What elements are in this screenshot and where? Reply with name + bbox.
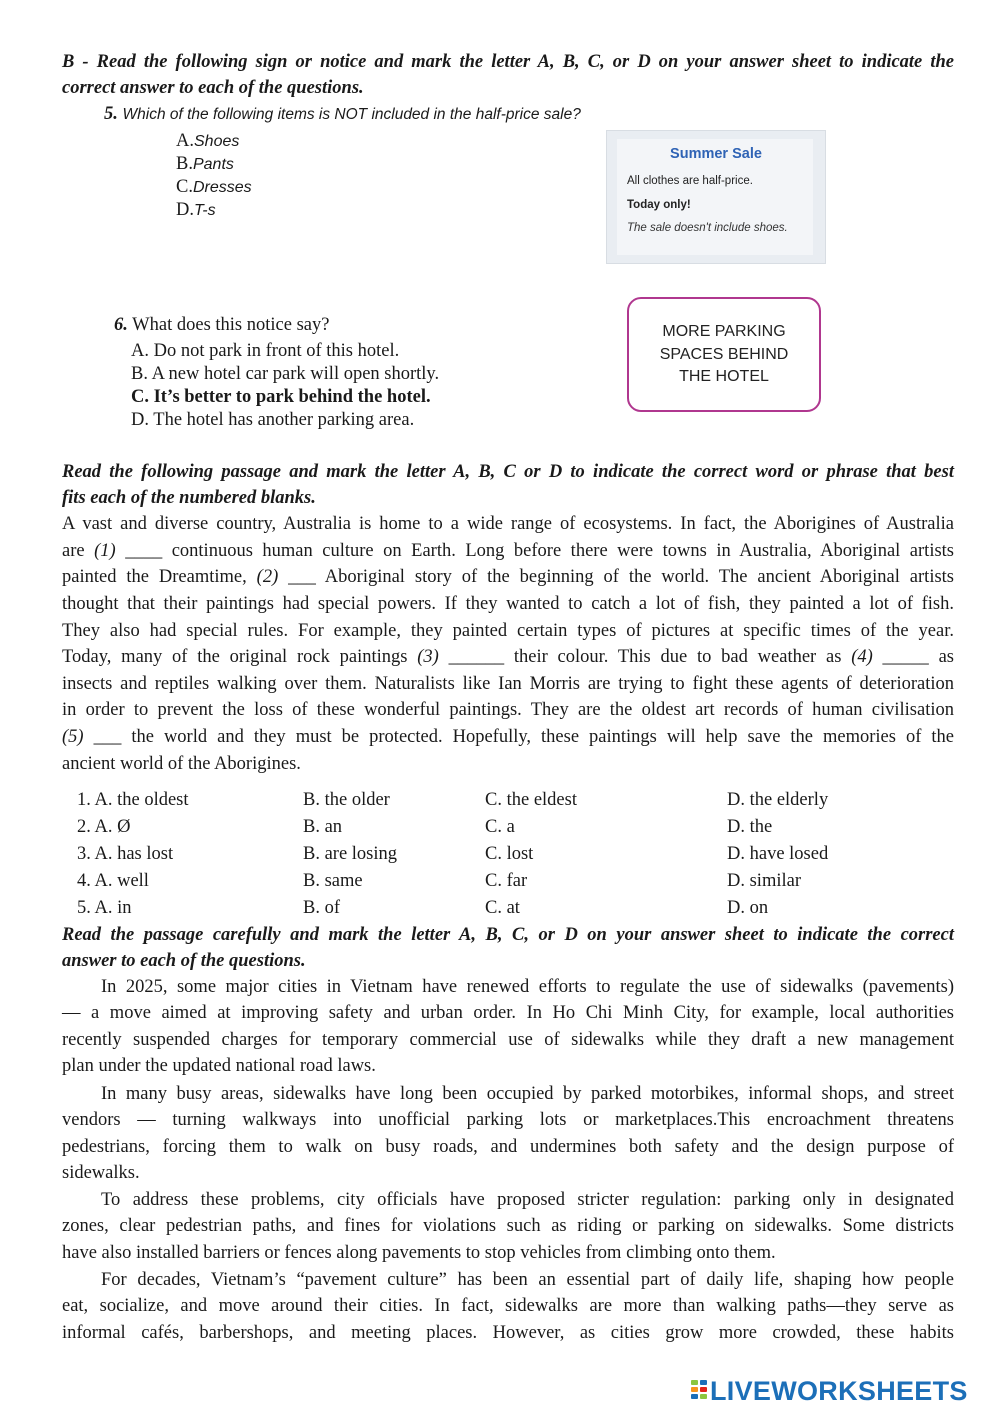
answer-option-c[interactable]: C. far [485,871,528,891]
option-text: Shoes [194,133,240,150]
answer-option-c[interactable]: C. the eldest [485,790,577,810]
answer-option-c[interactable]: C. at [485,898,520,918]
q6-option-c[interactable]: C. It’s better to park behind the hotel. [131,387,431,407]
reading-line: pedestrians, forcing them to walk on busy roads, and undermines both safety and the design purpose of [62,1137,954,1157]
answer-option-b[interactable]: B. of [303,898,340,918]
section-b-instruction-line2: correct answer to each of the questions. [62,78,364,98]
q5-option-c[interactable] [176,177,252,198]
cloze-line: A vast and diverse country, Australia is home to a wide range of ecosystems. In fact, the Aborigines of Australia [62,514,954,534]
cloze-line: (5) ___ the world and they must be protected. Hopefully, these paintings will help save the memories of the [62,727,954,747]
reading-line: recently suspended charges for temporary commercial use of sidewalks while they draft a new management [62,1030,954,1050]
cloze-line: in order to prevent the loss of these wonderful paintings. They are the oldest art records of human civilisation [62,700,954,720]
answer-option-b[interactable]: B. are losing [303,844,398,864]
option-letter: C. [176,177,193,197]
reading-instruction-line1: Read the passage carefully and mark the letter A, B, C, or D on your answer sheet to indicate the correct [62,925,954,945]
question-6-number: 6. [114,315,128,335]
reading-line: informal cafés, barbershops, and meeting places. However, as cities grow more crowded, these habits [62,1323,954,1343]
reading-line: plan under the updated national road laws. [62,1056,376,1076]
logo-text: LIVEWORKSHEETS [710,1376,968,1406]
q6-option-a[interactable]: A. Do not park in front of this hotel. [131,341,400,361]
option-text: Dresses [192,179,252,196]
q5-option-d[interactable] [176,200,216,221]
notice-line-1: MORE PARKING [662,323,786,340]
parking-notice [627,297,821,412]
answer-option-a[interactable]: 3. A. has lost [77,844,174,864]
cloze-line: Today, many of the original rock paintings (3) ______ their colour. This due to bad weather as (4) _____ as [62,647,955,667]
question-5-text: Which of the following items is NOT included in the half-price sale? [122,106,581,123]
option-letter: B. [176,154,193,174]
q6-option-b[interactable]: B. A new hotel car park will open shortly. [131,364,440,384]
reading-line: sidewalks. [62,1163,140,1183]
question-6 [114,315,329,336]
reading-instruction-line2: answer to each of the questions. [62,951,306,971]
sign-title: Summer Sale [670,146,762,162]
blank-5[interactable]: (5) [62,727,84,747]
reading-line: — a move aimed at improving safety and urban order. In Ho Chi Minh City, for example, local authorities [62,1003,954,1023]
q5-option-b[interactable] [176,154,234,175]
answer-option-a[interactable]: 5. A. in [77,898,132,918]
answer-option-d[interactable]: D. on [727,898,769,918]
logo-mark-icon [690,1378,708,1402]
reading-line: zones, clear pedestrian paths, and fines for violations such as riding or parking on sidewalks. Some districts [62,1216,954,1236]
cloze-line: ancient world of the Aborigines. [62,754,301,774]
question-5-number: 5. [104,104,118,124]
sign-line-3: The sale doesn't include shoes. [627,222,788,234]
option-text: Pants [192,156,234,173]
answer-option-a[interactable]: 1. A. the oldest [77,790,189,810]
answer-option-b[interactable]: B. the older [303,790,390,810]
blank-4[interactable]: (4) [851,647,873,667]
option-letter: A. [176,131,194,151]
reading-line: eat, socialize, and move around their cities. In fact, sidewalks are more than walking paths—they serve as [62,1296,954,1316]
section-b-instruction-line1: B - Read the following sign or notice and mark the letter A, B, C, or D on your answer sheet to indicate the [62,52,954,72]
answer-option-b[interactable]: B. an [303,817,343,837]
answer-option-d[interactable]: D. the elderly [727,790,829,810]
reading-line: For decades, Vietnam’s “pavement culture” has been an essential part of daily life, shaping how people [101,1270,954,1290]
answer-option-d[interactable]: D. similar [727,871,801,891]
q6-option-d[interactable]: D. The hotel has another parking area. [131,410,415,430]
option-text: T-s [194,202,216,219]
blank-2[interactable]: (2) [256,567,279,587]
cloze-line: They also had special rules. For example, they painted certain types of pictures at specific times of the year. [62,621,954,641]
answer-option-a[interactable]: 4. A. well [77,871,149,891]
answer-option-d[interactable]: D. have losed [727,844,829,864]
summer-sale-sign [606,130,826,264]
reading-line: To address these problems, city officials have proposed stricter regulation: parking only in designated [101,1190,954,1210]
cloze-instruction-line2: fits each of the numbered blanks. [62,488,316,508]
cloze-line: are (1) ____ continuous human culture on Earth. Long before there were towns in Australia, Aboriginal artists [62,541,954,561]
answer-option-b[interactable]: B. same [303,871,363,891]
notice-line-2: SPACES BEHIND [659,345,789,363]
cloze-instruction-line1: Read the following passage and mark the letter A, B, C or D to indicate the correct word or phrase that best [62,462,954,482]
answer-option-d[interactable]: D. the [727,817,773,837]
reading-line: have also installed barriers or fences along pavements to stop vehicles from climbing onto them. [62,1243,776,1263]
sign-line-1: All clothes are half-price. [627,175,753,187]
sign-line-2: Today only! [627,199,691,211]
answer-option-a[interactable]: 2. A. Ø [77,817,131,837]
answer-option-c[interactable]: C. lost [485,844,534,864]
notice-text [629,321,819,389]
reading-line: In 2025, some major cities in Vietnam have renewed efforts to regulate the use of sidewalks (pavements) [101,977,954,997]
reading-line: In many busy areas, sidewalks have long been occupied by parked motorbikes, informal shops, and street [101,1084,954,1104]
option-letter: D. [176,200,194,220]
reading-line: vendors — turning walkways into unofficial parking lots or marketplaces.This encroachment threatens [62,1110,954,1130]
q5-option-a[interactable] [176,131,239,152]
notice-line-3: THE HOTEL [679,368,769,385]
blank-1[interactable]: (1) [94,541,116,561]
cloze-line: thought that their paintings had special powers. If they wanted to catch a lot of fish, they painted a lot of fish. [62,594,954,614]
answer-option-c[interactable]: C. a [485,817,515,837]
cloze-line: insects and reptiles walking over them. Naturalists like Ian Morris are trying to fight these agents of deterioration [62,674,954,694]
question-6-text: What does this notice say? [132,315,330,335]
blank-3[interactable]: (3) [417,647,439,667]
cloze-line: painted the Dreamtime, (2) ___ Aboriginal story of the beginning of the world. The ancient Aboriginal artists [62,567,954,587]
question-5 [104,104,581,125]
